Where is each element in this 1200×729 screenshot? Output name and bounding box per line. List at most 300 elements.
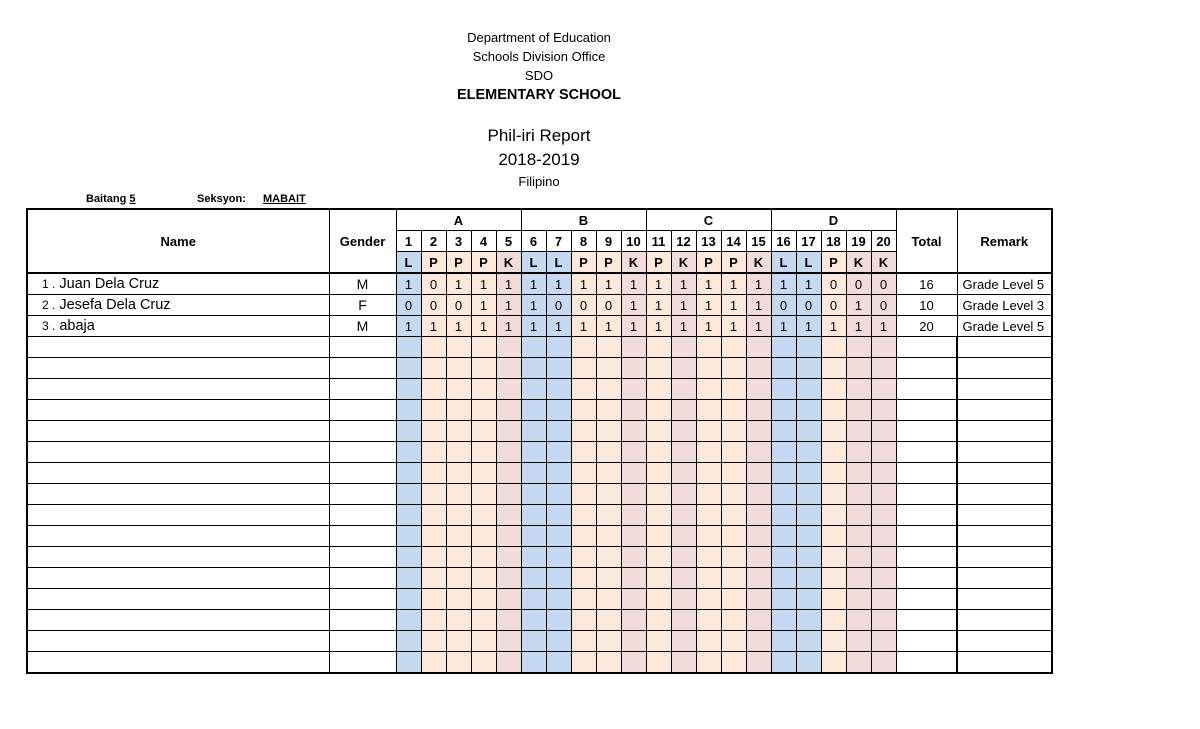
score-cell [871, 358, 896, 379]
score-cell [746, 547, 771, 568]
score-cell [796, 568, 821, 589]
score-cell [671, 610, 696, 631]
row-number: 1 . [42, 277, 56, 291]
item-type-6: L [521, 252, 546, 274]
score-cell [396, 526, 421, 547]
remark-cell [957, 442, 1052, 463]
total-cell [896, 379, 957, 400]
total-cell [896, 463, 957, 484]
score-cell: 1 [671, 316, 696, 337]
row-number: 2 . [42, 298, 56, 312]
empty-row [27, 589, 1052, 610]
remark-cell [957, 610, 1052, 631]
remark-cell: Grade Level 3 [957, 295, 1052, 316]
score-cell [646, 463, 671, 484]
score-cell [421, 610, 446, 631]
score-cell [396, 631, 421, 652]
score-cell [521, 379, 546, 400]
score-cell [696, 589, 721, 610]
score-cell [796, 547, 821, 568]
student-name-cell [27, 421, 329, 442]
remark-cell [957, 568, 1052, 589]
remark-cell [957, 337, 1052, 358]
score-cell [671, 568, 696, 589]
score-cell [621, 463, 646, 484]
score-cell [396, 652, 421, 674]
item-number-5: 5 [496, 231, 521, 252]
score-cell [821, 337, 846, 358]
score-cell [421, 631, 446, 652]
score-cell [546, 610, 571, 631]
score-cell: 0 [871, 273, 896, 295]
score-cell [671, 526, 696, 547]
empty-row [27, 421, 1052, 442]
item-type-19: K [846, 252, 871, 274]
score-cell [396, 400, 421, 421]
score-cell [521, 526, 546, 547]
score-cell [696, 505, 721, 526]
score-cell: 0 [796, 295, 821, 316]
score-cell: 1 [846, 316, 871, 337]
score-cell [796, 505, 821, 526]
score-cell [821, 463, 846, 484]
score-cell: 1 [571, 273, 596, 295]
score-cell [871, 610, 896, 631]
score-cell [746, 463, 771, 484]
total-cell [896, 484, 957, 505]
group-header-a: A [396, 209, 521, 231]
score-cell [396, 610, 421, 631]
remark-cell [957, 400, 1052, 421]
score-cell: 1 [746, 295, 771, 316]
score-cell [671, 631, 696, 652]
item-type-9: P [596, 252, 621, 274]
gender-cell [329, 421, 396, 442]
score-cell [796, 631, 821, 652]
item-type-4: P [471, 252, 496, 274]
school-year: 2018-2019 [498, 150, 580, 169]
score-cell [496, 652, 521, 674]
score-cell: 1 [696, 273, 721, 295]
item-type-18: P [821, 252, 846, 274]
score-cell [746, 652, 771, 674]
score-cell [471, 547, 496, 568]
score-cell [496, 610, 521, 631]
empty-row [27, 547, 1052, 568]
score-cell: 1 [621, 295, 646, 316]
score-cell: 1 [846, 295, 871, 316]
name-header: Name [27, 209, 329, 273]
item-number-13: 13 [696, 231, 721, 252]
score-cell [696, 526, 721, 547]
score-cell: 1 [496, 295, 521, 316]
score-cell [721, 463, 746, 484]
score-cell [696, 421, 721, 442]
score-cell [621, 421, 646, 442]
score-cell [696, 463, 721, 484]
score-cell [621, 631, 646, 652]
score-cell [521, 568, 546, 589]
total-cell: 10 [896, 295, 957, 316]
score-cell: 1 [671, 273, 696, 295]
score-cell [821, 358, 846, 379]
score-cell [596, 358, 621, 379]
student-name-cell [27, 337, 329, 358]
student-name-cell [27, 631, 329, 652]
remark-cell [957, 652, 1052, 674]
score-cell: 1 [796, 273, 821, 295]
score-cell [871, 568, 896, 589]
score-cell [871, 652, 896, 674]
division-office-title: Schools Division Office [472, 49, 606, 64]
table-row [27, 316, 1052, 337]
phil-iri-table [26, 208, 1053, 674]
score-cell [771, 547, 796, 568]
gender-cell: F [329, 295, 396, 316]
score-cell [521, 463, 546, 484]
student-name-cell [27, 442, 329, 463]
score-cell: 1 [546, 273, 571, 295]
item-number-18: 18 [821, 231, 846, 252]
score-cell: 0 [396, 295, 421, 316]
score-cell [646, 652, 671, 674]
student-name-cell [27, 505, 329, 526]
score-cell [421, 547, 446, 568]
item-number-19: 19 [846, 231, 871, 252]
item-number-6: 6 [521, 231, 546, 252]
score-cell [496, 484, 521, 505]
score-cell [421, 400, 446, 421]
score-cell [746, 358, 771, 379]
gender-cell [329, 442, 396, 463]
total-cell: 16 [896, 273, 957, 295]
score-cell [471, 589, 496, 610]
score-cell [446, 379, 471, 400]
score-cell [546, 463, 571, 484]
score-cell [471, 442, 496, 463]
score-cell [796, 652, 821, 674]
score-cell [771, 442, 796, 463]
student-name: abaja [59, 318, 95, 334]
score-cell: 1 [521, 316, 546, 337]
score-cell [646, 505, 671, 526]
score-cell [471, 358, 496, 379]
score-cell [446, 400, 471, 421]
total-cell [896, 400, 957, 421]
item-number-17: 17 [796, 231, 821, 252]
group-header-d: D [771, 209, 896, 231]
score-cell [696, 442, 721, 463]
score-cell [771, 568, 796, 589]
score-cell [721, 484, 746, 505]
score-cell [746, 337, 771, 358]
score-cell [596, 442, 621, 463]
score-cell: 0 [421, 273, 446, 295]
score-cell [771, 463, 796, 484]
score-cell: 1 [646, 316, 671, 337]
score-cell [746, 400, 771, 421]
total-cell [896, 652, 957, 674]
empty-row [27, 568, 1052, 589]
score-cell [546, 337, 571, 358]
score-cell [796, 400, 821, 421]
remark-header: Remark [957, 209, 1052, 273]
score-cell [546, 589, 571, 610]
score-cell [521, 337, 546, 358]
score-cell [746, 568, 771, 589]
score-cell: 1 [496, 316, 521, 337]
score-cell [621, 358, 646, 379]
score-cell [871, 631, 896, 652]
section-value: MABAIT [263, 193, 306, 205]
gender-cell [329, 463, 396, 484]
score-cell [846, 379, 871, 400]
score-cell [446, 358, 471, 379]
score-cell [571, 379, 596, 400]
score-cell: 1 [471, 316, 496, 337]
score-cell [571, 652, 596, 674]
student-name-cell [27, 463, 329, 484]
score-cell [571, 337, 596, 358]
score-cell [421, 421, 446, 442]
score-cell [471, 463, 496, 484]
item-type-17: L [796, 252, 821, 274]
score-cell: 1 [771, 316, 796, 337]
score-cell [471, 652, 496, 674]
score-cell [596, 631, 621, 652]
score-cell [496, 379, 521, 400]
score-cell [821, 610, 846, 631]
score-cell [546, 631, 571, 652]
score-cell [446, 589, 471, 610]
score-cell: 1 [871, 316, 896, 337]
score-cell [671, 379, 696, 400]
item-type-7: L [546, 252, 571, 274]
student-name-cell [27, 295, 329, 316]
score-cell [671, 505, 696, 526]
score-cell [746, 589, 771, 610]
score-cell [646, 631, 671, 652]
score-cell [521, 358, 546, 379]
score-cell [471, 505, 496, 526]
gender-header: Gender [329, 209, 396, 273]
score-cell [546, 526, 571, 547]
score-cell [771, 358, 796, 379]
score-cell [646, 379, 671, 400]
item-type-3: P [446, 252, 471, 274]
total-cell [896, 337, 957, 358]
score-cell [421, 463, 446, 484]
item-type-10: K [621, 252, 646, 274]
item-number-4: 4 [471, 231, 496, 252]
score-cell [771, 400, 796, 421]
score-cell [496, 505, 521, 526]
score-cell [671, 337, 696, 358]
score-cell [446, 337, 471, 358]
item-type-2: P [421, 252, 446, 274]
score-cell [421, 484, 446, 505]
score-cell [546, 442, 571, 463]
score-cell [821, 421, 846, 442]
score-cell [871, 484, 896, 505]
group-header-c: C [646, 209, 771, 231]
score-cell: 0 [546, 295, 571, 316]
gender-cell [329, 400, 396, 421]
score-cell [846, 652, 871, 674]
item-number-14: 14 [721, 231, 746, 252]
score-cell [721, 547, 746, 568]
gender-cell [329, 484, 396, 505]
score-cell: 0 [771, 295, 796, 316]
score-cell [496, 442, 521, 463]
score-cell [796, 379, 821, 400]
score-cell [871, 379, 896, 400]
report-title: Phil-iri Report [487, 126, 591, 145]
total-header: Total [896, 209, 957, 273]
remark-cell [957, 421, 1052, 442]
total-cell [896, 421, 957, 442]
score-cell [746, 379, 771, 400]
score-cell [596, 526, 621, 547]
score-cell [821, 442, 846, 463]
score-cell [396, 379, 421, 400]
item-number-3: 3 [446, 231, 471, 252]
score-cell [546, 568, 571, 589]
score-cell [546, 421, 571, 442]
score-cell: 1 [721, 316, 746, 337]
empty-row [27, 652, 1052, 674]
score-cell [496, 568, 521, 589]
score-cell [721, 400, 746, 421]
total-cell [896, 526, 957, 547]
score-cell [446, 610, 471, 631]
score-cell: 1 [821, 316, 846, 337]
score-cell [546, 484, 571, 505]
score-cell [771, 652, 796, 674]
score-cell [771, 526, 796, 547]
score-cell [671, 547, 696, 568]
score-cell [671, 463, 696, 484]
score-cell [521, 484, 546, 505]
score-cell [821, 400, 846, 421]
score-cell [471, 484, 496, 505]
score-cell [821, 568, 846, 589]
gender-cell [329, 547, 396, 568]
score-cell [621, 610, 646, 631]
score-cell: 1 [496, 273, 521, 295]
student-name-cell [27, 273, 329, 295]
score-cell [471, 568, 496, 589]
score-cell [746, 631, 771, 652]
score-cell [871, 442, 896, 463]
empty-row [27, 505, 1052, 526]
gender-cell [329, 379, 396, 400]
score-cell [646, 547, 671, 568]
score-cell [796, 337, 821, 358]
total-cell [896, 610, 957, 631]
gender-cell [329, 358, 396, 379]
score-cell [671, 400, 696, 421]
score-cell [821, 505, 846, 526]
score-cell [796, 463, 821, 484]
grade-value: 5 [129, 193, 136, 205]
score-cell: 1 [721, 273, 746, 295]
score-cell [696, 631, 721, 652]
score-cell [771, 421, 796, 442]
score-cell [871, 463, 896, 484]
score-cell [596, 568, 621, 589]
gender-cell [329, 568, 396, 589]
score-cell [571, 610, 596, 631]
score-cell [821, 589, 846, 610]
score-cell [421, 589, 446, 610]
score-cell [771, 379, 796, 400]
score-cell [471, 400, 496, 421]
score-cell: 0 [571, 295, 596, 316]
score-cell [571, 547, 596, 568]
item-number-2: 2 [421, 231, 446, 252]
score-cell [696, 568, 721, 589]
score-cell [821, 484, 846, 505]
score-cell [671, 652, 696, 674]
score-cell [671, 442, 696, 463]
score-cell [696, 610, 721, 631]
total-cell [896, 442, 957, 463]
item-number-11: 11 [646, 231, 671, 252]
score-cell [771, 337, 796, 358]
score-cell [796, 421, 821, 442]
score-cell: 1 [546, 316, 571, 337]
score-cell [621, 400, 646, 421]
score-cell: 1 [446, 316, 471, 337]
score-cell [621, 337, 646, 358]
score-cell [596, 589, 621, 610]
score-cell [471, 631, 496, 652]
gender-cell [329, 505, 396, 526]
score-cell [446, 568, 471, 589]
score-cell [471, 610, 496, 631]
score-cell [446, 463, 471, 484]
score-cell [496, 631, 521, 652]
score-cell [621, 589, 646, 610]
row-number: 3 . [42, 319, 56, 333]
score-cell [421, 652, 446, 674]
score-cell [546, 379, 571, 400]
score-cell [646, 337, 671, 358]
score-cell [696, 547, 721, 568]
score-cell [521, 589, 546, 610]
score-cell [871, 421, 896, 442]
gender-cell [329, 652, 396, 674]
score-cell [721, 631, 746, 652]
student-name-cell [27, 547, 329, 568]
section-label: Seksyon: [197, 193, 246, 205]
total-cell [896, 358, 957, 379]
score-cell [446, 652, 471, 674]
student-name-cell [27, 379, 329, 400]
student-name-cell [27, 652, 329, 674]
score-cell [596, 379, 621, 400]
empty-row [27, 526, 1052, 547]
score-cell [571, 505, 596, 526]
item-number-15: 15 [746, 231, 771, 252]
score-cell [496, 547, 521, 568]
score-cell [496, 589, 521, 610]
item-type-5: K [496, 252, 521, 274]
score-cell [446, 505, 471, 526]
item-number-9: 9 [596, 231, 621, 252]
score-cell [396, 358, 421, 379]
